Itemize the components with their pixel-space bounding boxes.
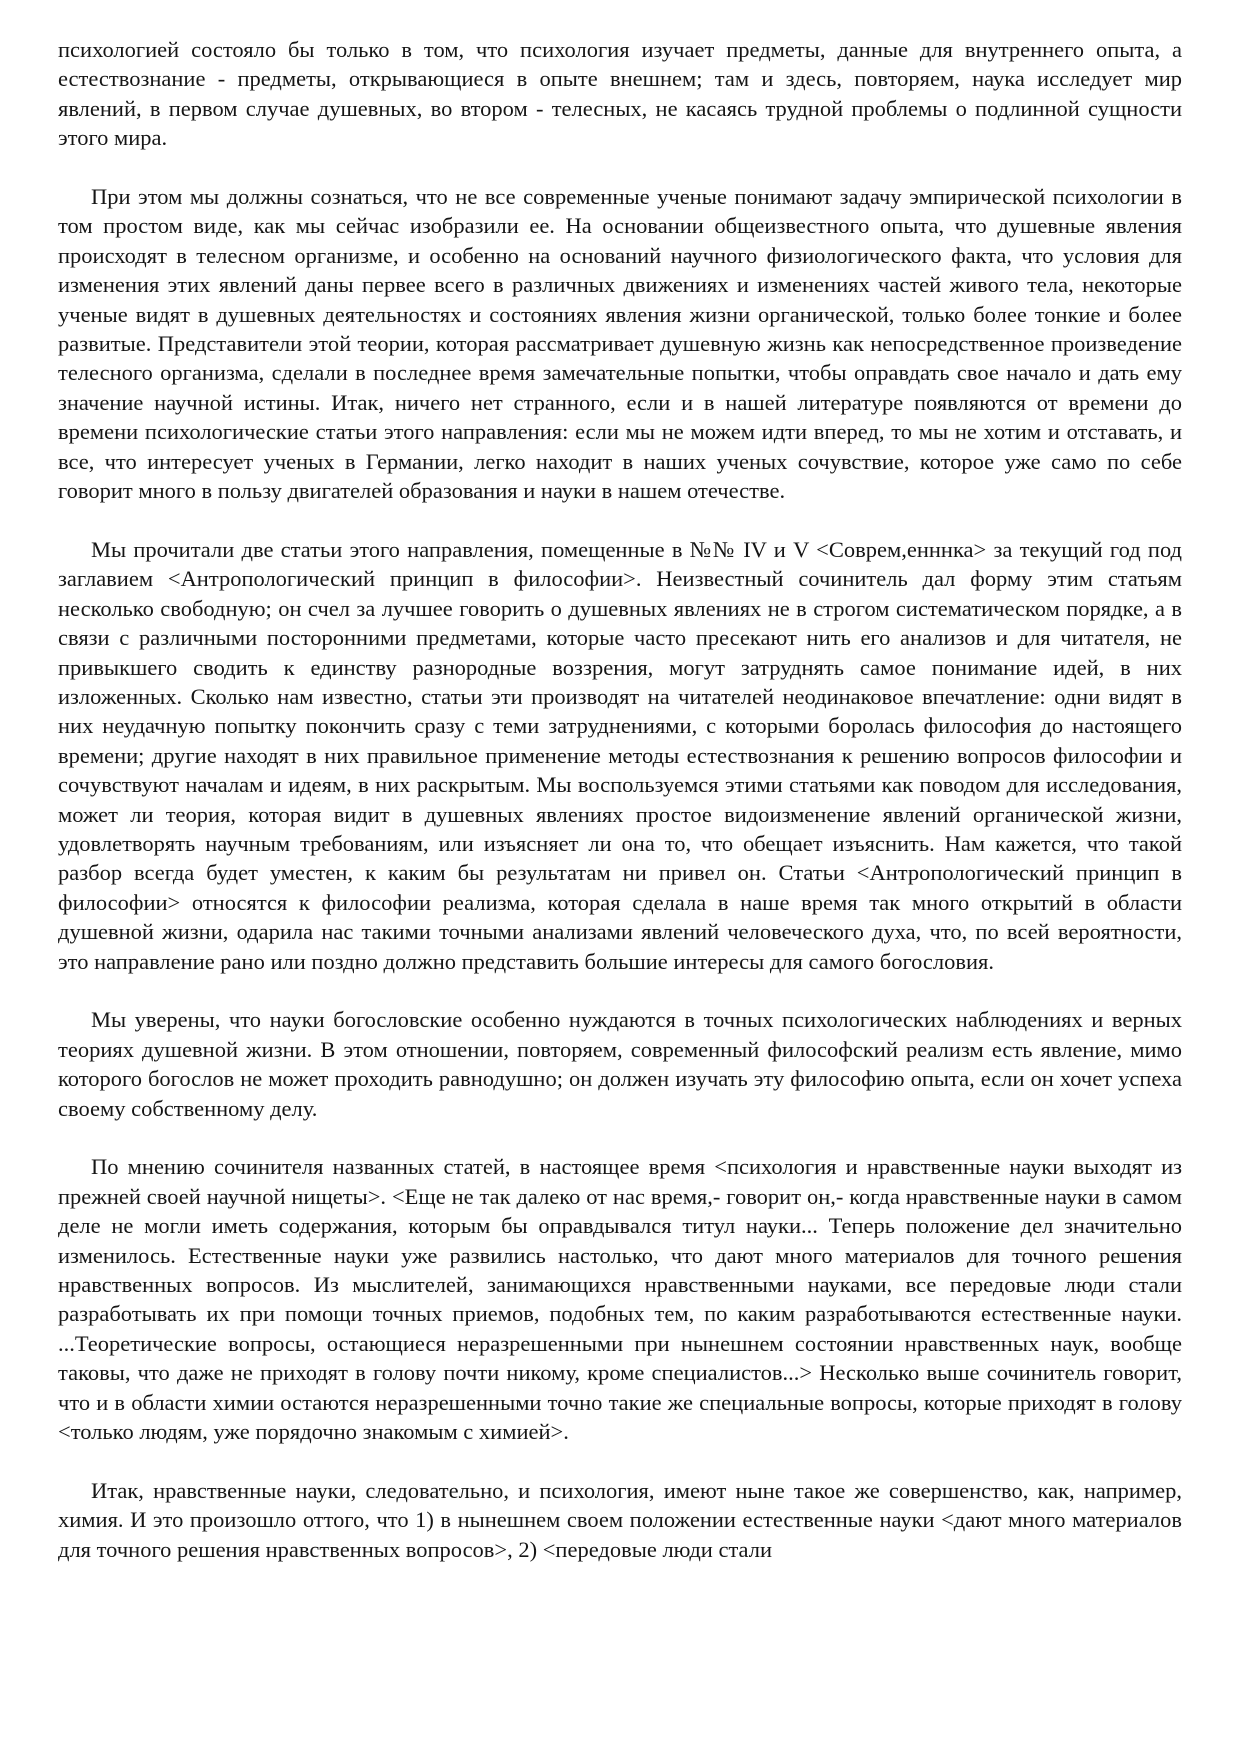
paragraph-1: психологией состояло бы только в том, что психология изучает предметы, данные для внутреннего опыта, а естествознание - предметы, открывающиеся в опыте внешнем; там и здесь, повторяем, наука исследует мир явлений, в первом случае душевных, во втором - телесных, не касаясь трудной проблемы о подлинной сущности этого мира. (58, 37, 1182, 151)
paragraph-2: При этом мы должны сознаться, что не все современные ученые понимают задачу эмпирической психологии в том простом виде, как мы сейчас изобразили ее. На основании общеизвестного опыта, что душевные явления происходят в телесном организме, и особенно на оснований научного физиологического факта, что условия для изменения этих явлений даны первее всего в различных движениях и изменениях частей живого тела, некоторые ученые видят в душевных деятельностях и состояниях явления жизни органической, только более тонкие и более развитые. Представители этой теории, которая рассматривает душевную жизнь как непосредственное произведение телесного организма, сделали в последнее время замечательные попытки, чтобы оправдать свое начало и дать ему значение научной истины. Итак, ничего нет странного, если и в нашей литературе появляются от времени до времени психологические статьи этого направления: если мы не можем идти вперед, то мы не хотим и отставать, и все, что интересует ученых в Германии, легко находит в наших ученых сочувствие, которое уже само по себе говорит много в пользу двигателей образования и науки в нашем отечестве. (58, 184, 1182, 504)
document-page (58, 35, 1182, 1564)
paragraph-5: По мнению сочинителя названных статей, в настоящее время <психология и нравственные науки выходят из прежней своей научной нищеты>. <Еще не так далеко от нас время,- говорит он,- когда нравственные науки в самом деле не могли иметь содержания, которым бы оправдывался титул науки... Теперь положение дел значительно изменилось. Естественные науки уже развились настолько, что дают много материалов для точного решения нравственных вопросов. Из мыслителей, занимающихся нравственными науками, все передовые люди стали разработывать их при помощи точных приемов, подобных тем, по каким разработываются естественные науки. ...Теоретические вопросы, остающиеся неразрешенными при нынешнем состоянии нравственных наук, вообще таковы, что даже не приходят в голову почти никому, кроме специалистов...> Несколько выше сочинитель говорит, что и в области химии остаются неразрешенными точно такие же специальные вопросы, которые приходят в голову <только людям, уже порядочно знакомым с химией>. (58, 1154, 1182, 1445)
paragraph-4: Мы уверены, что науки богословские особенно нуждаются в точных психологических наблюдениях и верных теориях душевной жизни. В этом отношении, повторяем, современный философский реализм есть явление, мимо которого богослов не может проходить равнодушно; он должен изучать эту философию опыта, если он хочет успеха своему собственному делу. (58, 1007, 1182, 1121)
paragraph-3: Мы прочитали две статьи этого направления, помещенные в №№ IV и V <Соврем,енннка> за текущий год под заглавием <Антропологический принцип в философии>. Неизвестный сочинитель дал форму этим статьям несколько свободную; он счел за лучшее говорить о душевных явлениях не в строгом систематическом порядке, а в связи с различными посторонними предметами, которые часто пресекают нить его анализов и для читателя, не привыкшего сводить к единству разнородные воззрения, могут затруднять самое понимание идей, в них изложенных. Сколько нам известно, статьи эти производят на читателей неодинаковое впечатление: одни видят в них неудачную попытку покончить сразу с теми затруднениями, с которыми боролась философия до настоящего времени; другие находят в них правильное применение методы естествознания к решению вопросов философии и сочувствуют началам и идеям, в них раскрытым. Мы воспользуемся этими статьями как поводом для исследования, может ли теория, которая видит в душевных явлениях простое видоизменение явлений органической жизни, удовлетворять научным требованиям, или изъясняет ли она то, что обещает изъяснить. Нам кажется, что такой разбор всегда будет уместен, к каким бы результатам ни привел он. Статьи <Антропологический принцип в философии> относятся к философии реализма, которая сделала в наше время так много открытий в области душевной жизни, одарила нас такими точными анализами явлений человеческого духа, что, по всей вероятности, это направление рано или поздно должно представить большие интересы для самого богословия. (58, 536, 1182, 974)
paragraph-6: Итак, нравственные науки, следовательно, и психология, имеют ныне такое же совершенство, как, например, химия. И это произошло оттого, что 1) в нынешнем своем положении естественные науки <дают много материалов для точного решения нравственных вопросов>, 2) <передовые люди стали (58, 1477, 1182, 1562)
